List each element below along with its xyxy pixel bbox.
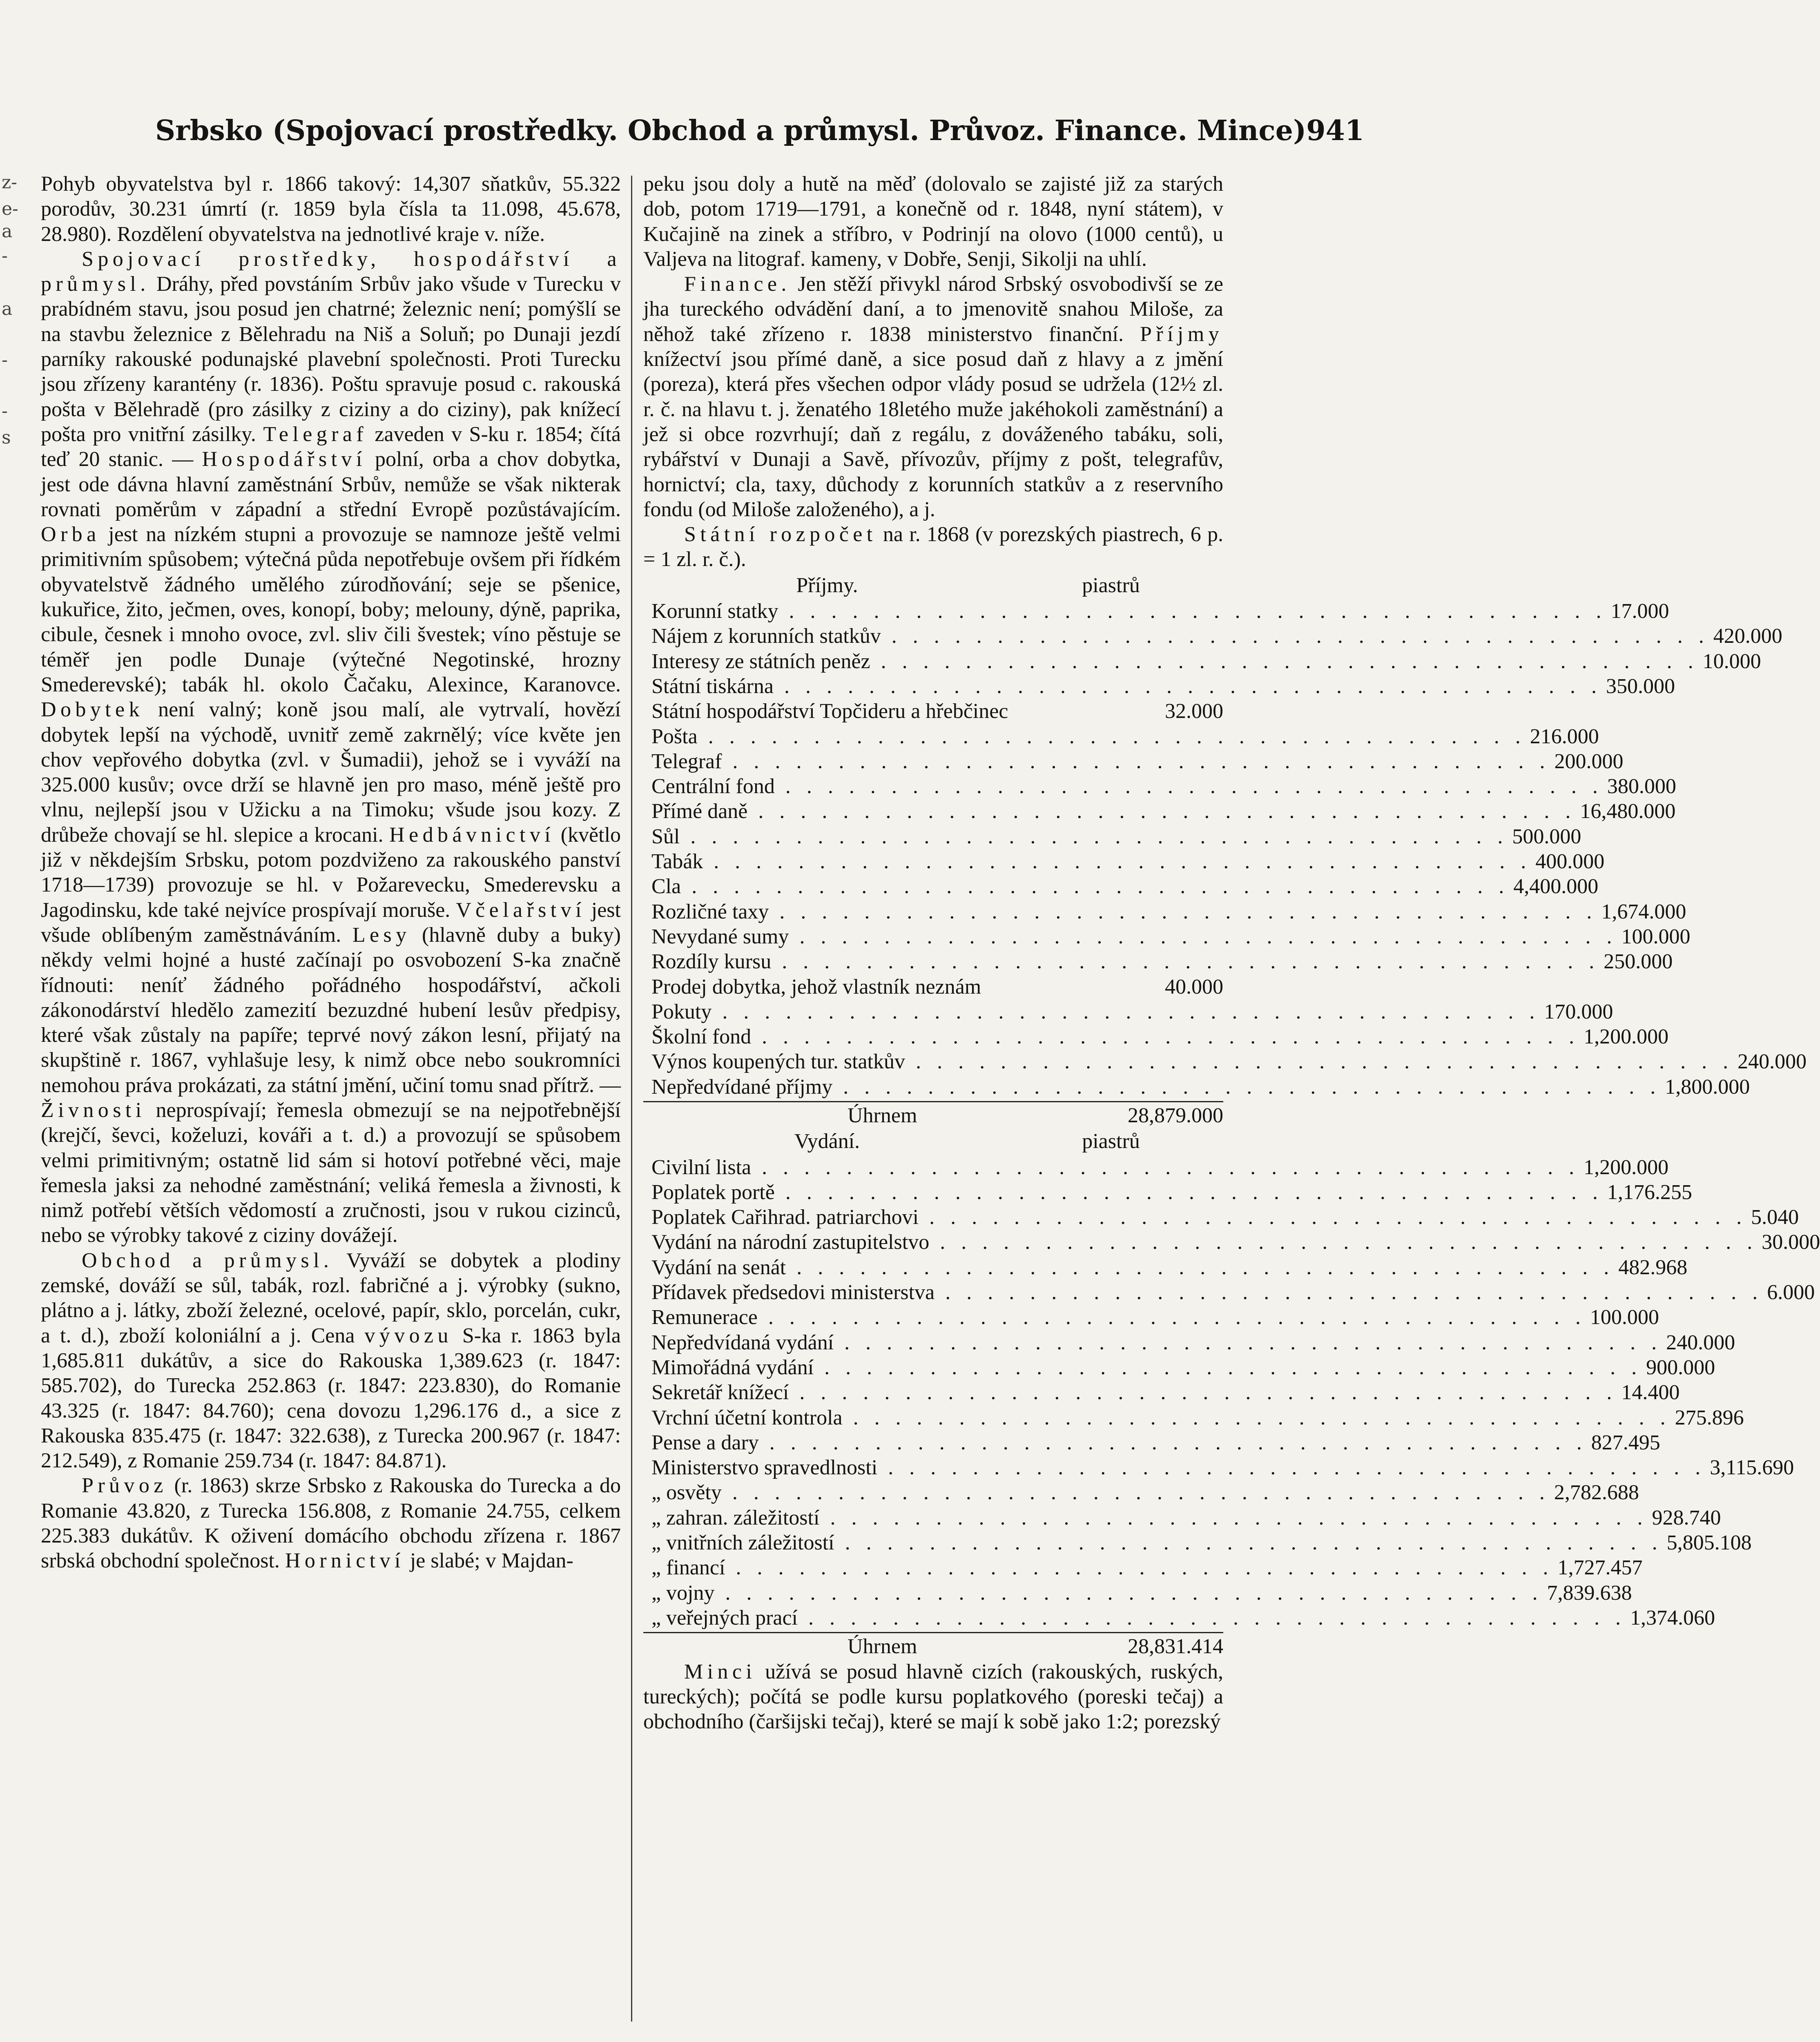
table-row xyxy=(643,899,1686,924)
table-row xyxy=(643,749,1624,774)
row-label: Výnos koupených tur. statkův . . . xyxy=(643,1049,1733,1074)
row-value: 1,727.457 xyxy=(1557,1556,1643,1580)
right-column xyxy=(643,172,1820,1734)
unit-heading: piastrů xyxy=(1082,1130,1140,1153)
row-label: „ zahran. záležitostí . . . xyxy=(643,1505,1648,1530)
income-table xyxy=(643,599,1807,1099)
edge-mark: a xyxy=(2,299,13,319)
section-heading: Hospodářství xyxy=(202,448,366,471)
income-heading: Příjmy. xyxy=(796,573,858,597)
row-label: Remunerace . . . xyxy=(643,1305,1586,1330)
table-row xyxy=(643,1330,1735,1355)
text: je slabé; v Majdan- xyxy=(410,1549,573,1573)
income-total-row xyxy=(643,1101,1223,1128)
table-row xyxy=(643,1581,1632,1605)
section-heading: Minci xyxy=(684,1660,756,1683)
row-label: Tabák . . . xyxy=(643,849,1531,874)
table-row xyxy=(643,799,1676,824)
row-label: Státní hospodářství Topčideru a hřebčinec xyxy=(651,700,1008,723)
total-value: 28,879.000 xyxy=(1128,1103,1223,1127)
row-label: Vydání na senát . . . xyxy=(643,1255,1614,1280)
table-row xyxy=(643,1280,1815,1305)
table-row xyxy=(643,1355,1715,1380)
edge-mark: - xyxy=(2,401,8,421)
text: Vyváží se dobytek a plodiny zemské, dováží se sůl, tabák, rozl. fabričné a j. výrobky (sukno, plátno a j. látky, zboží železné, ocelové, papír, sklo, porcelán, cukr, a t. d.), zboží koloniální a j. Cena xyxy=(41,1248,621,1347)
row-label: Nájem z korunních statkův . . . xyxy=(643,624,1709,649)
section-heading: Hornictví xyxy=(285,1549,405,1573)
section-heading: Hedbávnictví xyxy=(389,823,555,847)
running-title: Srbsko (Spojovací prostředky. Obchod a průmysl. Průvoz. Finance. Mince) xyxy=(155,114,1307,147)
text: užívá se posud hlavně cizích (rakouských, ruských, tureckých); počítá se podle kursu poplatkového (poreski tečaj) a obchodního (čaršijski tečaj), které se mají k sobě jako 1:2; porezský xyxy=(643,1660,1223,1734)
row-value: 4,400.000 xyxy=(1513,875,1599,898)
row-value: 17.000 xyxy=(1610,600,1669,623)
row-value: 350.000 xyxy=(1606,674,1675,698)
row-label: Interesy ze státních peněz . . . xyxy=(643,649,1699,674)
table-row xyxy=(643,1075,1750,1099)
row-label: Ministerstvo spravedlnosti . . . xyxy=(643,1455,1706,1480)
table-row xyxy=(643,999,1613,1024)
row-value: 1,800.000 xyxy=(1665,1075,1750,1099)
text: zaveden v S-ku r. 1854; čítá teď 20 stanic. — xyxy=(41,422,621,471)
row-label: „ vojny . . . xyxy=(643,1581,1543,1605)
edge-mark: a xyxy=(2,221,13,242)
row-label: Nevydané sumy . . . xyxy=(643,924,1617,949)
row-value: 5.040 xyxy=(1751,1206,1799,1229)
row-value: 1,674.000 xyxy=(1601,900,1686,923)
section-heading: vývozu xyxy=(364,1324,453,1347)
budget-paragraph xyxy=(643,522,1223,572)
edge-mark: - xyxy=(2,245,8,266)
row-value: 240.000 xyxy=(1666,1331,1735,1354)
row-value: 16,480.000 xyxy=(1580,800,1676,823)
text: (hlavně duby a buky) někdy velmi hojné a husté začínají po osvobození S-ka značně řídnouti: neníť žádného pořádného hospodářství, ačkoli zákonodárství hledělo zamezití bezuzdné hubení lesův předpisy, které však zůstaly na papíře; teprvé nový zákon lesní, přijatý na skupštině r. 1867, vyhlašuje lesy, k nimž obce nebo soukromníci nemohou práva prokázati, za státní jmění, učiní tomu snad přítrž. — xyxy=(41,923,621,1097)
row-label: Korunní statky . . . xyxy=(643,599,1607,624)
row-value: 7,839.638 xyxy=(1547,1581,1632,1605)
table-row xyxy=(643,1180,1692,1205)
text: neprospívají; řemesla obmezují se na nejpotřebnější (krejčí, ševci, koželuzi, kováři a t. d.) a provozují se spůsobem velmi primitivným; ostatně lid sám si hotoví potřebné věci, maje řemesla jaksi za nehodné zaměstnání; veliká řemesla a živnosti, k nimž potřebí větších vědomostí a zručnosti, jsou v rukou cizinců, nebo se výrobky takové z ciziny dovážejí. xyxy=(41,1098,621,1247)
row-label: Mimořádná vydání . . . xyxy=(643,1355,1642,1380)
row-label: Cla . . . xyxy=(643,874,1509,899)
row-label: Pošta . . . xyxy=(643,724,1526,749)
edge-mark: z- xyxy=(2,172,18,193)
total-label: Úhrnem xyxy=(848,1103,917,1127)
table-row xyxy=(643,949,1673,974)
row-label: „ vnitřních záležitostí . . . xyxy=(643,1530,1663,1555)
table-row xyxy=(643,1024,1669,1049)
row-label: Nepředvídaná vydání . . . xyxy=(643,1330,1662,1355)
text: Dráhy, před povstáním Srbův jako všude v Turecku v prabídném stavu, jsou posud jen chatrné; železnic není; pomýšlí se na stavbu železnice z Bělehradu na Niš a Soluň; po Dunaji jezdí parníky rakouské podunajské plavební společnosti. Proti Turecku jsou zřízeny karantény (r. 1836). Poštu spravuje posud c. rakouská pošta v Bělehradě (pro zásilky z ciziny a do ciziny), pak knížecí pošta pro vnitřní zásilky. xyxy=(41,272,621,446)
row-value: 1,200.000 xyxy=(1584,1155,1669,1179)
expense-table xyxy=(643,1155,1820,1631)
row-value: 380.000 xyxy=(1607,775,1676,798)
row-value: 1,176.255 xyxy=(1607,1180,1692,1204)
table-row xyxy=(643,1405,1744,1430)
text: Jen stěží přivykl národ Srbský osvobodivší se ze jha tureckého odvádění daní, a to jmenovitě snahou Miloše, za něhož také zřízeno r. 1838 ministerstvo finanční. xyxy=(643,272,1224,346)
row-value: 14.400 xyxy=(1621,1381,1680,1404)
table-row xyxy=(643,1049,1807,1074)
text: jest všude oblíbeným zaměstnáváním. xyxy=(41,898,621,947)
unit-heading: piastrů xyxy=(1082,573,1140,597)
table-row xyxy=(643,1480,1639,1505)
section-heading: Příjmy xyxy=(1140,322,1223,346)
text: (květlo již v někdejším Srbsku, potom pozdviženo za rakouského panství 1718—1739) provozuje se hl. v Požarevecku, Smederevsku a Jagodinsku, kde také nejvíce prospívají moruše. xyxy=(41,823,621,922)
row-label: Centrální fond . . . xyxy=(643,774,1603,799)
row-value: 216.000 xyxy=(1530,725,1599,748)
table-row xyxy=(643,1205,1799,1230)
row-label: „ financí . . . xyxy=(643,1555,1553,1580)
row-value: 170.000 xyxy=(1544,1000,1613,1023)
total-value: 28,831.414 xyxy=(1128,1635,1223,1659)
row-value: 900.000 xyxy=(1646,1355,1715,1379)
row-label: Pense a dary . . . xyxy=(643,1430,1587,1455)
row-label: Prodej dobytka, jehož vlastník neznám xyxy=(651,975,981,999)
table-row xyxy=(643,599,1669,624)
table-row xyxy=(643,1305,1659,1330)
section-heading: Živnosti xyxy=(41,1098,146,1122)
transport-paragraph xyxy=(41,247,621,1248)
row-label: Vrchní účetní kontrola . . . xyxy=(643,1405,1671,1430)
row-label: Státní tiskárna . . . xyxy=(643,674,1602,699)
row-value: 200.000 xyxy=(1554,749,1624,773)
row-value: 6.000 xyxy=(1767,1281,1815,1304)
row-value: 482.968 xyxy=(1618,1255,1688,1279)
table-row xyxy=(643,724,1599,749)
edge-mark: e- xyxy=(2,198,18,219)
row-label: Sekretář knížecí . . . xyxy=(643,1380,1617,1405)
row-value: 10.000 xyxy=(1702,649,1761,673)
table-row xyxy=(643,699,1223,724)
table-row xyxy=(643,1505,1721,1530)
row-label: Pokuty . . . xyxy=(643,999,1540,1024)
section-heading: Telegraf xyxy=(263,422,368,446)
row-label: „ osvěty . . . xyxy=(643,1480,1550,1505)
row-label: Telegraf . . . xyxy=(643,749,1550,774)
population-paragraph: Pohyb obyvatelstva byl r. 1866 takový: 14,307 sňatkův, 55.322 porodův, 30.231 úmrtí (r. 1859 byla čísla ta 11.098, 45.678, 28.980). Rozdělení obyvatelstva na jednotlivé kraje v. níže. xyxy=(41,172,621,246)
row-label: Poplatek portě . . . xyxy=(643,1180,1603,1205)
text: knížectví jsou přímé daně, a sice posud daň z hlavy a z jmění (poreza), která přes všechen odpor vlády posud se udržela (12½ zl. r. č. na hlavu t. j. ženatého 18letého muže jakéhokoli zaměstnání) a jež si obce rozvrhují; daň z regálu, z dováženého tabáku, soli, rybářství v Dunaji a Savě, přívozův, příjmy z pošt, telegrafův, hornictví; cla, taxy, důchody z korunních statkův a z reservního fondu (od Miloše založeného), a j. xyxy=(643,348,1223,521)
coinage-paragraph xyxy=(643,1659,1223,1734)
table-row xyxy=(643,849,1605,874)
row-label: Vydání na národní zastupitelstvo . . . xyxy=(643,1230,1758,1255)
table-row xyxy=(643,1605,1715,1630)
row-value: 827.495 xyxy=(1591,1431,1660,1454)
left-column xyxy=(41,172,621,1574)
expense-total-row xyxy=(643,1632,1223,1659)
row-label: Školní fond . . . xyxy=(643,1024,1579,1049)
section-heading: Finance. xyxy=(684,272,791,296)
section-heading: Lesy xyxy=(352,923,411,947)
row-value: 100.000 xyxy=(1590,1306,1659,1329)
row-value: 30.000 xyxy=(1762,1231,1820,1254)
row-label: Přídavek předsedovi ministerstva . . . xyxy=(643,1280,1763,1305)
row-value: 275.896 xyxy=(1675,1406,1744,1429)
section-heading: Včelařství xyxy=(456,898,586,922)
row-value: 400.000 xyxy=(1535,850,1605,874)
table-row xyxy=(643,874,1599,899)
expense-heading: Vydání. xyxy=(794,1130,860,1153)
row-value: 240.000 xyxy=(1737,1050,1807,1074)
text: polní, orba a chov dobytka, jest ode dávna hlavní zaměstnání Srbův, nemůže se však nikterak rovnati poměrům v západní a střední Evropě pozůstávajícím. xyxy=(41,448,621,521)
table-row xyxy=(643,624,1782,649)
table-row xyxy=(643,1380,1680,1405)
text: (r. 1863) skrze Srbsko z Rakouska do Turecka a do Romanie 43.820, z Turecka 156.808, z Romanie 24.755, celkem 225.383 dukátův. K oživení domácího obchodu zřízena r. 1867 srbská obchodní společnost. xyxy=(41,1474,621,1573)
row-label: „ veřejných prací . . . xyxy=(643,1605,1626,1630)
row-value: 250.000 xyxy=(1604,950,1673,974)
row-label: Sůl . . . xyxy=(643,824,1508,849)
finance-paragraph xyxy=(643,272,1223,522)
table-row xyxy=(643,774,1676,799)
table-row xyxy=(643,649,1761,674)
table-row xyxy=(643,674,1675,699)
row-label: Přímé daně . . . xyxy=(643,799,1576,824)
total-label: Úhrnem xyxy=(848,1635,917,1659)
row-value: 100.000 xyxy=(1621,925,1691,948)
section-heading: Průvoz xyxy=(82,1474,167,1498)
row-value: 3,115.690 xyxy=(1710,1456,1794,1480)
income-table-header xyxy=(643,573,1223,598)
table-row xyxy=(643,924,1691,949)
mining-paragraph: peku jsou doly a hutě na měď (dolovalo se zajisté již za starých dob, potom 1719—1791, a konečně od r. 1848, nyní státem), v Kučajině na zinek a stříbro, v Podrinjí na olovo (1000 centů), u Valjeva na litograf. kameny, v Dobře, Senji, Sikolji na uhlí. xyxy=(643,172,1223,271)
text: S-ka r. 1863 byla 1,685.811 dukátův, a sice do Rakouska 1,389.623 (r. 1847: 585.702), do Turecka 252.863 (r. 1847: 223.830), do Romanie 43.325 (r. 1847: 84.760); cena dovozu 1,296.176 d., a sice z Rakouska 835.475 (r. 1847: 322.638), z Turecka 200.967 (r. 1847: 212.549), z Romanie 259.734 (r. 1847: 84.871). xyxy=(41,1324,621,1473)
section-heading: Spojovací prostředky, hospodářství a průmysl. xyxy=(41,247,621,296)
row-value: 1,200.000 xyxy=(1584,1025,1669,1049)
table-row xyxy=(643,1230,1820,1255)
section-heading: Dobytek xyxy=(41,698,144,722)
table-row xyxy=(643,1155,1669,1180)
expense-table-header xyxy=(643,1129,1223,1154)
text: jest na nízkém stupni a provozuje se namnoze ještě velmi primitivním spůsobem; výtečná půda nepotřebuje ovšem při řídkém obyvatelstvě žádného umělého zúrodňování; seje se pšenice, kukuřice, žito, ječmen, oves, konopí, boby; melouny, dýně, paprika, cibule, česnek i mnoho ovoce, zvl. sliv čili švestek; víno pěstuje se téměř jen podle Dunaje (výtečné Negotinské, hrozny Smederevské); tabák hl. okolo Čačaku, Alexince, Karanovce. xyxy=(41,523,621,696)
row-label: Nepředvídané příjmy . . . xyxy=(643,1075,1661,1099)
edge-mark: s xyxy=(2,427,11,448)
page-number: 941 xyxy=(1306,114,1365,147)
table-row xyxy=(643,1530,1752,1555)
row-value: 928.740 xyxy=(1652,1506,1721,1529)
row-label: Civilní lista . . . xyxy=(643,1155,1579,1180)
row-value: 40.000 xyxy=(1165,975,1223,999)
row-label: Rozdíly kursu . . . xyxy=(643,949,1599,974)
table-row xyxy=(643,1555,1643,1580)
row-label: Poplatek Cařihrad. patriarchovi . . . xyxy=(643,1205,1747,1230)
table-row xyxy=(643,1455,1794,1480)
column-divider xyxy=(631,176,632,2022)
trade-paragraph xyxy=(41,1248,621,1474)
table-row xyxy=(643,974,1223,999)
row-value: 420.000 xyxy=(1713,624,1782,648)
row-value: 1,374.060 xyxy=(1630,1606,1715,1630)
row-value: 32.000 xyxy=(1165,700,1223,723)
table-row xyxy=(643,1430,1660,1455)
text: na r. 1868 (v porezských piastrech, 6 p. = 1 zl. r. č.). xyxy=(643,523,1223,571)
row-label: Rozličné taxy . . . xyxy=(643,899,1597,924)
row-value: 2,782.688 xyxy=(1554,1481,1639,1505)
edge-mark: - xyxy=(2,350,8,370)
row-value: 5,805.108 xyxy=(1666,1531,1752,1555)
section-heading: Státní rozpočet xyxy=(684,523,877,546)
section-heading: Orba xyxy=(41,523,100,546)
text: není valný; koně jsou malí, ale vytrvalí, hovězí dobytek lepší na východě, uvnitř země zakrnělý; více květe jen chov vepřového dobytka (zvl. v Šumadii), jehož se i vyváží na 325.000 kusův; ovce drží se hlavně jen pro maso, méně ještě pro vlnu, nejlepší jsou v Užicku a na Timoku; všude jsou kozy. Z drůbeže chovají se hl. slepice a krocani. xyxy=(41,698,621,847)
transit-paragraph xyxy=(41,1473,621,1573)
table-row xyxy=(643,1255,1688,1280)
row-value: 500.000 xyxy=(1512,825,1581,848)
table-row xyxy=(643,824,1581,849)
section-heading: Obchod a průmysl. xyxy=(82,1248,333,1272)
page-header xyxy=(155,114,1365,147)
